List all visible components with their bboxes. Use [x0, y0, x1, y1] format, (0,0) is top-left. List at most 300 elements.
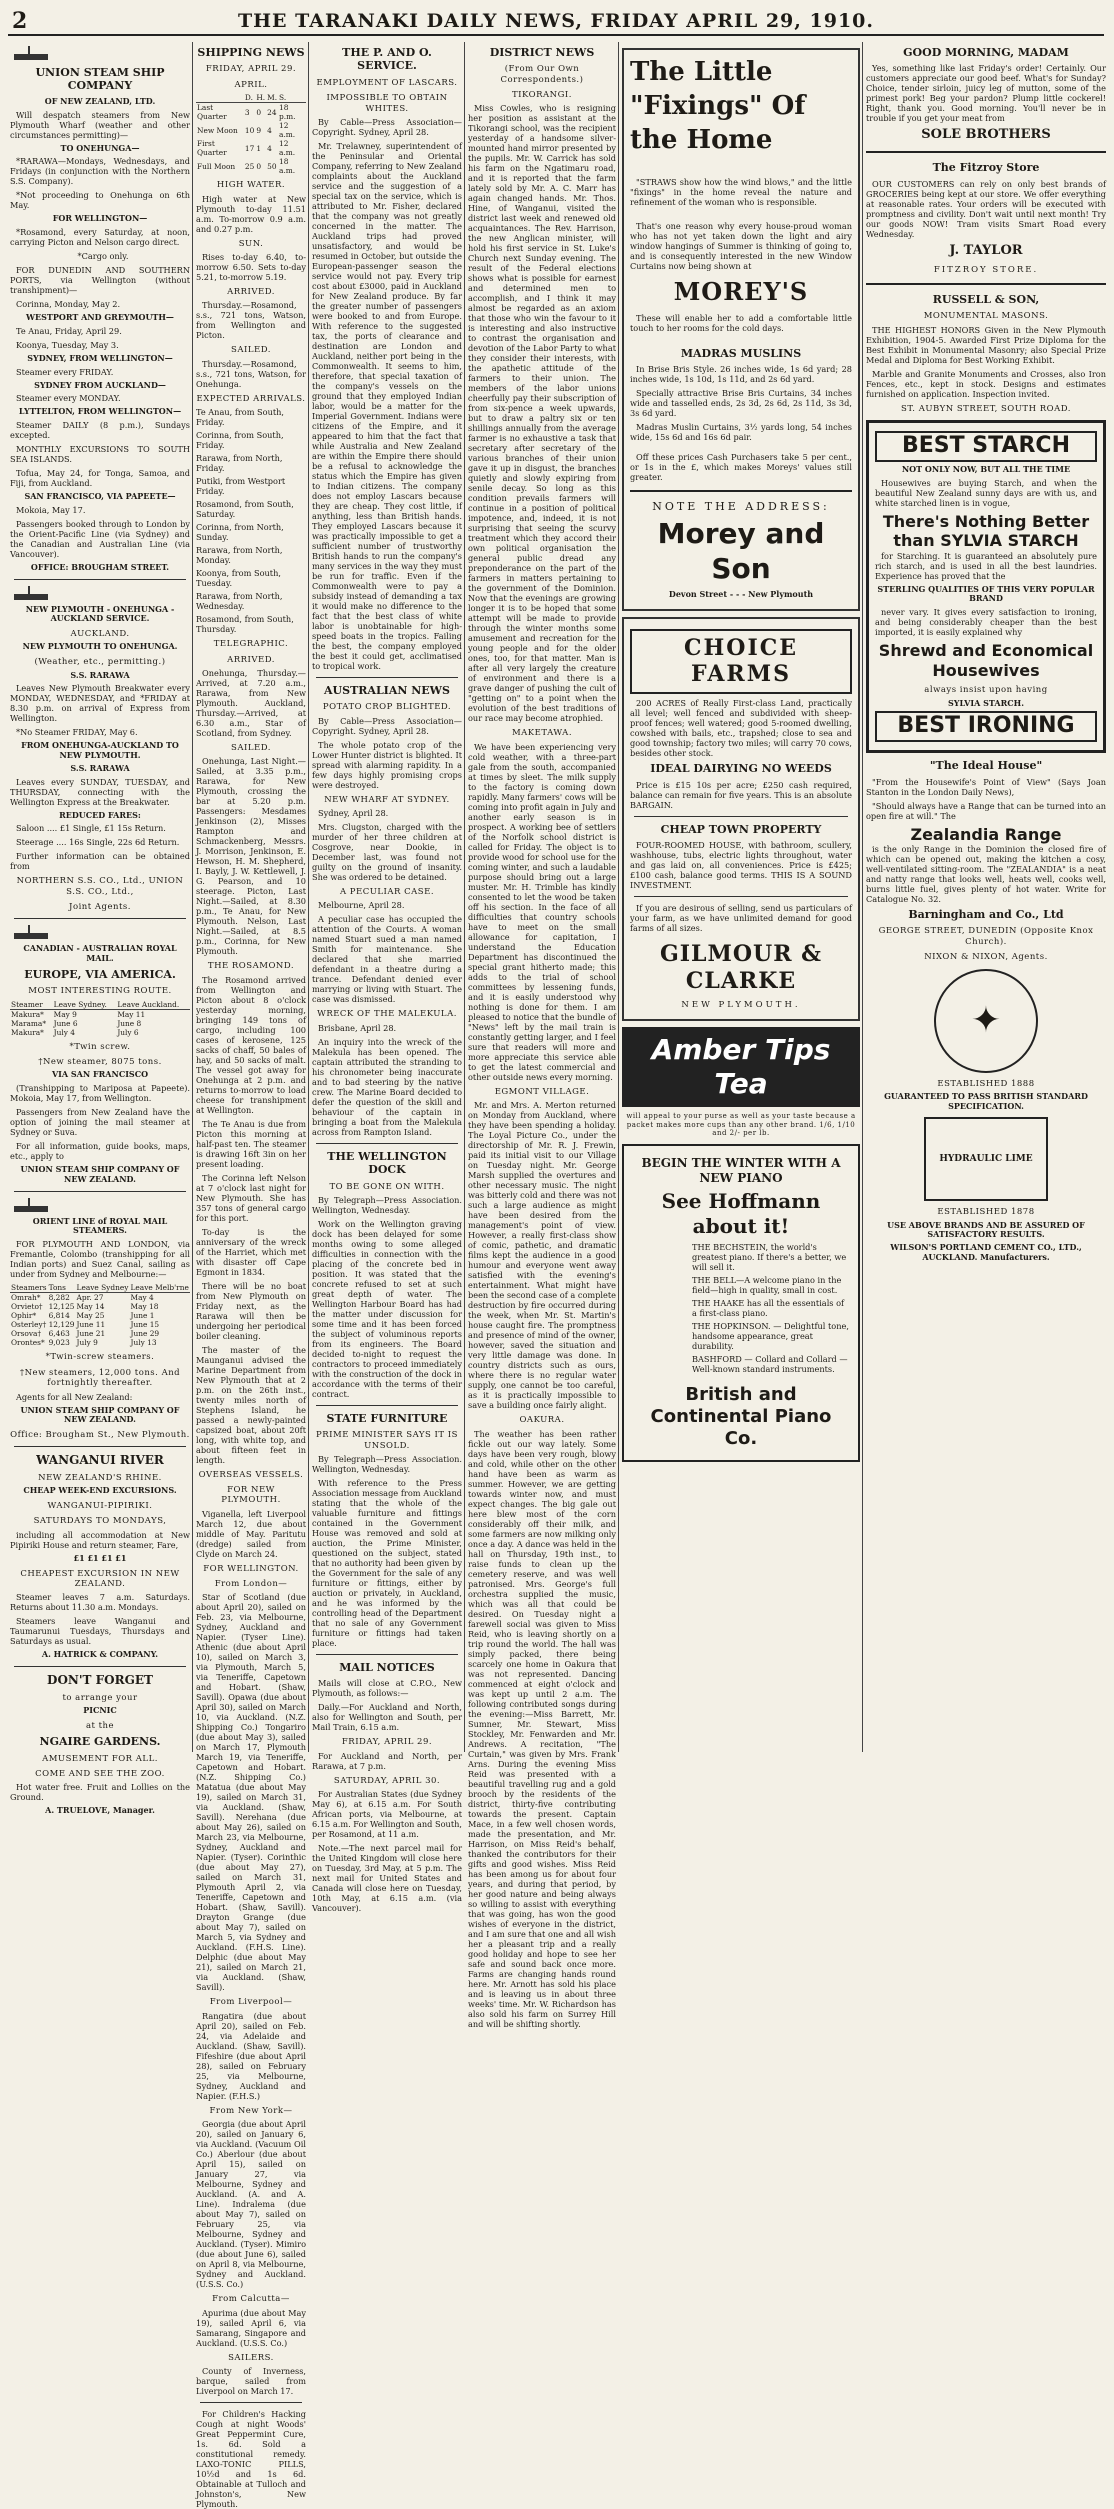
district-heading: MAKETAWA.: [511, 728, 573, 739]
table-cell: 12 a.m.: [279, 139, 296, 158]
divider: [316, 1654, 458, 1655]
table-row: [10, 1329, 190, 1338]
table-cell: 0: [256, 107, 262, 117]
article-body: The weather has been rather fickle out our way lately. Some days have been very rough, blowy and cold, while other on the other hand have been as warm as summer. However, we are getting towards winter now, and must expect changes. The big gale out here blew most of the corn considerably off their milk, and some farmers are now milking only once a day. A dance was held in the hall on Thursday, 19th inst., to raise funds to clean up the cemetery reserve, and was well patronised. Mrs. George's full orchestra supplied the music, which was all that could be desired. On Tuesday night a farewell social was given to Miss Reid, who is leaving shortly on a trip round the world. The hall was simply packed, there being scarcely one home in Oakura that was not represented. Dancing commenced at eight o'clock and was kept up until 2 a.m. The following contributed songs during the evening:—Miss Barrett, Mr. Sumner, Mr. Stewart, Miss Stockley, Mr. Fenwarden and Mr. Andrews. A recitation, "The Curtain," was given by Mrs. Frank Arns. During the evening Miss Reid was presented with a beautiful travelling rug and a gold brooch by the residents of the district, thirty-five contributing towards the present. Captain Mace, in a few well chosen words, made the presentation, and Mr. Harrison, on Miss Reid's behalf, thanked the contributors for their gifts and good wishes. Miss Reid has been among us for about four years, and during that period, by her good nature and being always so willing to assist with everything that was going, has won the good wishes of everyone in the district, and I am sure that one and all wish her a pleasant trip and a really good holiday and hope to see her safe and sound back once more. Farms are changing hands round here. Mr. Arnott has sold his place and is leaving us in about three weeks' time. Mr. W. Richardson has also sold his farm on Surrey Hill and will be shifting shortly.: [468, 1428, 616, 2029]
subheading: SUN.: [238, 238, 264, 249]
sailing-table: [10, 1000, 190, 1037]
list-item: Rarawa, from North, Wednesday.: [196, 591, 283, 612]
table-cell: New Moon: [197, 125, 238, 135]
list-item: Rarawa, from North, Monday.: [196, 545, 283, 566]
article-body: We have been experiencing very cold weather, with a three-part gale from the south, accompanied at times by sleet. The milk supply to the factory is coming down rapidly. Many farmers' cows will be coming into profit again in July and another early season is in prospect. A working bee of settlers of the Norfolk school district is called for Friday. The object is to provide wood for school use for the coming winter, and such a laudable purpose should bring out a large muster. Mr. H. Trimble has kindly consented to let the wood be taken off his section. In the face of all difficulties that country schools have to meet on the small allowance for capitation, I understand the Education Department has discontinued the special grant hitherto made; this adds to the trial of school committees by lessening funds, and it is easily understood why nothing is done for them. I am pleased to notice that the bundle of "News" left by the mail train is constantly getting larger, and I feel sure that readers will more and more appreciate this service able to get the latest commercial and other outside news every morning.: [468, 741, 616, 1082]
subheading: ARRIVED.: [227, 654, 275, 665]
subheading: TO BE GONE ON WITH.: [329, 1181, 445, 1192]
paragraph: MONTHLY EXCURSIONS TO SOUTH SEA ISLANDS.: [10, 444, 190, 465]
ad-slogan: There's Nothing Better than SYLVIA STARCH: [882, 511, 1090, 551]
ad-slogan: Shrewd and Economical Housewives: [878, 641, 1094, 680]
ad-heading: DON'T FORGET: [47, 1673, 153, 1688]
company-name: British and Continental Piano Co.: [650, 1383, 832, 1449]
paragraph: always insist upon having: [924, 685, 1048, 696]
table-cell: June 29: [130, 1329, 160, 1339]
sylvia-starch-ad: [866, 420, 1106, 753]
moon-phases-table: [196, 93, 306, 175]
ad-subheading: IDEAL DAIRYING NO WEEDS: [650, 762, 832, 776]
table-cell: 9,023: [48, 1338, 70, 1348]
ad-headline: RUSSELL & SON,: [932, 292, 1040, 306]
article-body: A peculiar case has occupied the attention of the Courts. A woman named Stuart sued a man named Smith for maintenance. She declared that she married defendant in a theatre during a trance. Defendant denied ever marrying or living with Stuart. The case was dismissed.: [312, 914, 462, 1005]
subheading: FRIDAY, APRIL 29.: [341, 1737, 433, 1748]
steamship-icon: [10, 586, 190, 602]
divider: [14, 1446, 186, 1447]
paragraph: Further information can be obtained from: [10, 851, 190, 872]
table-cell: 17: [244, 143, 255, 153]
subheading: POTATO CROP BLIGHTED.: [322, 702, 452, 713]
paragraph: (Transhipping to Mariposa at Papeete). Mokoia, May 17, from Wellington.: [10, 1083, 190, 1104]
brand-name: Zealandia Range: [910, 824, 1062, 844]
hoffmann-piano-ad: [622, 1144, 860, 1462]
table-cell: June 6: [53, 1018, 78, 1028]
piano-list: [632, 1242, 850, 1374]
expected-arrivals-list: [196, 407, 306, 634]
list-item: Koonya, from South, Tuesday.: [196, 568, 281, 589]
table-row: [196, 157, 306, 175]
paragraph: FOR DUNEDIN AND SOUTHERN PORTS, via Wellington (without transhipment)—: [10, 265, 190, 296]
ad-headline: Amber Tips Tea: [622, 1027, 860, 1107]
steamship-icon: [10, 46, 190, 62]
company-names: UNION STEAM SHIP COMPANY OF NEW ZEALAND.: [20, 1164, 180, 1184]
route-heading: TO ONEHUNGA—: [60, 142, 140, 153]
paragraph: Leaves every SUNDAY, TUESDAY, and THURSDAY, connecting with the Wellington Express at the Breakwater.: [10, 776, 190, 807]
ad-headline: CHOICE FARMS: [630, 629, 852, 695]
divider: [630, 490, 852, 492]
table-cell: May 9: [53, 1009, 77, 1019]
table-cell: Ophir*: [11, 1311, 37, 1321]
list-item: THE BECHSTEIN, the world's greatest piano. If there's a better, we will sell it.: [692, 1241, 847, 1272]
store-name: Morey and Son: [657, 517, 825, 585]
subheading: From Calcutta—: [212, 2294, 290, 2305]
subheading: From Liverpool—: [209, 1997, 293, 2008]
column-cable-news: [312, 42, 462, 1914]
table-cell: Orvieto†: [11, 1302, 43, 1312]
paragraph: to arrange your: [62, 1692, 138, 1703]
company-name: Barningham and Co., Ltd: [908, 908, 1064, 922]
table-cell: Orsova†: [11, 1329, 42, 1339]
union-company-ad: [10, 46, 190, 573]
ad-headline: The Fitzroy Store: [932, 161, 1040, 175]
table-cell: 50: [267, 161, 277, 171]
table-cell: 12,125: [48, 1302, 75, 1312]
store-address: FITZROY STORE.: [933, 264, 1039, 275]
subheading: From New York—: [209, 2105, 293, 2116]
paragraph: Steamer every FRIDAY.: [16, 366, 114, 377]
section-heading: THE P. AND O. SERVICE.: [342, 46, 432, 73]
route-heading: SAN FRANCISCO, VIA PAPEETE—: [24, 491, 176, 502]
table-cell: 18 a.m.: [279, 157, 296, 176]
table-cell: July 4: [53, 1027, 75, 1037]
sailing-table: [10, 1283, 190, 1347]
list-item: Putiki, from Westport Friday.: [196, 476, 286, 497]
paragraph: "Should always have a Range that can be turned into an open fire at will." The: [866, 800, 1106, 821]
dateline: Melbourne, April 28.: [318, 900, 405, 911]
divider: [200, 2402, 302, 2403]
paragraph: Tofua, May 24, for Tonga, Samoa, and Fiji, from Auckland.: [10, 468, 190, 489]
table-cell: July 6: [117, 1027, 139, 1037]
paragraph: If you are desirous of selling, send us particulars of your farm, as we have unlimited demand for good farms of all sizes.: [630, 903, 852, 933]
table-row: [196, 121, 306, 139]
table-cell: 6,814: [48, 1311, 70, 1321]
table-header: Leave Melb'rne: [130, 1283, 189, 1293]
table-cell: May 11: [117, 1009, 146, 1019]
table-cell: Omrah*: [11, 1293, 41, 1303]
table-cell: 0: [256, 161, 262, 171]
table-cell: 25: [244, 161, 255, 171]
paragraph: The master of the Maunganui advised the Marine Department from New Plymouth that at 2 p.m. on the 26th inst., twenty miles north of Stephens Island, he passed a newly-painted capsized boat, about 20ft long, with white top, and about fifteen feet in length.: [196, 1344, 306, 1465]
steamship-icon: [10, 925, 190, 941]
district-heading: OAKURA.: [519, 1415, 565, 1426]
column-rule: [192, 42, 193, 1752]
list-item: THE BELL—A welcome piano in the field—high in quality, small in cost.: [692, 1274, 842, 1295]
ad-heading: UNION STEAM SHIP COMPANY: [35, 66, 165, 93]
table-cell: 3: [244, 107, 250, 117]
table-row: [10, 1028, 190, 1037]
fare-line: Saloon .... £1 Single, £1 15s Return.: [16, 823, 166, 834]
paragraph: Te Anau, Friday, April 29.: [16, 325, 122, 336]
dateline: By Cable—Press Association—Copyright. Sydney, April 28.: [312, 715, 462, 736]
table-cell: June 8: [117, 1018, 142, 1028]
ad-subheading: USE ABOVE BRANDS AND BE ASSURED OF SATISFACTORY RESULTS.: [887, 1219, 1085, 1240]
paragraph: CHEAPEST EXCURSION IN NEW ZEALAND.: [20, 1568, 180, 1589]
list-item: Rosamond, from South, Saturday.: [196, 499, 294, 520]
russell-masons-ad: [866, 293, 1106, 414]
subheading: WRECK OF THE MALEKULA.: [317, 1009, 457, 1020]
subheading: THE ROSAMOND.: [207, 961, 295, 972]
table-row: [196, 103, 306, 122]
paragraph: at the: [85, 1720, 115, 1731]
paragraph: Daily.—For Auckland and North, also for Wellington and South, per Mail Train, 6.15 a.m.: [312, 1702, 462, 1733]
table-row: [10, 1320, 190, 1329]
ad-heading: CANADIAN - AUSTRALIAN ROYAL MAIL.: [23, 943, 177, 964]
paragraph: OUR CUSTOMERS can rely on only best brands of GROCERIES being kept at our store. We offer everything at reasonable rates. Your orders will be executed with promptness and civility. Don't wait until next month! Try our goods NOW! Tram visits Smart Road every Wednesday.: [866, 178, 1106, 239]
paragraph: Specially attractive Brise Bris Curtains, 34 inches wide and tasselled ends, 2s 3d, 2s 6d, 2s 11d, 3s 3d, 3s 6d yard.: [630, 388, 852, 419]
section-heading: DISTRICT NEWS: [489, 46, 595, 59]
route-heading: SYDNEY, FROM WELLINGTON—: [27, 352, 173, 363]
route-heading: CHEAP WEEK-END EXCURSIONS.: [23, 1485, 177, 1496]
ad-subheading: OF NEW ZEALAND, LTD.: [44, 95, 156, 106]
store-address: Devon Street - - - New Plymouth: [668, 588, 814, 599]
paragraph: These will enable her to add a comfortable little touch to her rooms for the cold days.: [630, 312, 852, 333]
store-address: GEORGE STREET, DUNEDIN (Opposite Knox Church).: [878, 926, 1094, 947]
footnote: *Twin-screw steamers.: [45, 1352, 155, 1363]
paragraph: *Rosamond, every Saturday, at noon, carrying Picton and Nelson cargo direct.: [10, 227, 190, 248]
ad-subheading: NEW ZEALAND'S RHINE.: [38, 1473, 162, 1483]
steamship-icon: [10, 1198, 190, 1214]
route-heading: VIA SAN FRANCISCO: [51, 1069, 149, 1080]
agents-line: NIXON & NIXON, Agents.: [924, 952, 1048, 963]
table-cell: 1: [256, 143, 262, 153]
table-header: Tons: [48, 1283, 76, 1293]
subheading: IMPOSSIBLE TO OBTAIN WHITES.: [326, 93, 448, 114]
company-names: A. HATRICK & COMPANY.: [41, 1649, 159, 1660]
paragraph: *Cargo only.: [77, 251, 129, 262]
masthead: [8, 6, 1104, 36]
table-cell: 4: [267, 125, 272, 135]
table-cell: Makura*: [11, 1009, 44, 1019]
table-cell: 9: [256, 125, 262, 135]
subheading: APRIL.: [234, 79, 268, 90]
paragraph: "From the Housewife's Point of View" (Says Joan Stanton in the London Daily News),: [866, 776, 1106, 797]
paragraph: Apurima (due about May 19), sailed April 6, via Samarang, Singapore and Auckland. (U.S.S. Co.): [196, 2307, 306, 2348]
route-heading: WANGANUI-PIPIRIKI.: [47, 1501, 153, 1512]
subheading: SATURDAY, APRIL 30.: [333, 1775, 441, 1786]
list-item: Rosamond, from South, Thursday.: [196, 614, 294, 635]
company-names: UNION STEAM SHIP COMPANY OF NEW ZEALAND.: [20, 1404, 180, 1425]
paragraph: (Weather, etc., permitting.): [34, 657, 166, 668]
list-item: Corinna, from South, Friday.: [196, 430, 284, 451]
paragraph: Note.—The next parcel mail for the United Kingdom will close here on Tuesday, 3rd May, at 5 p.m. The next mail for United States and Canada will close here on Tuesday, 10th May, at 6.15 a.m. (via Vancouver).: [312, 1843, 462, 1914]
paragraph: *RARAWA—Mondays, Wednesdays, and Fridays (in conjunction with the Northern S.S. Company).: [10, 156, 190, 187]
paragraph: For Auckland and North, per Rarawa, at 7 p.m.: [312, 1750, 462, 1771]
address-label: NOTE THE ADDRESS:: [652, 500, 830, 514]
ad-subheading: STERLING QUALITIES OF THIS VERY POPULAR BRAND: [877, 583, 1095, 604]
paragraph: Madras Muslin Curtains, 3½ yards long, 54 inches wide, 15s 6d and 16s 6d pair.: [630, 422, 852, 443]
section-heading: MAIL NOTICES: [339, 1661, 435, 1675]
ad-headline: BEST IRONING: [875, 711, 1097, 742]
route-heading: NEW PLYMOUTH TO ONEHUNGA.: [22, 641, 178, 652]
district-heading: TIKORANGI.: [512, 90, 572, 101]
article-body: Work on the Wellington graving dock has been delayed for some months owing to some alleged difficulties in connection with the placing of the concrete bed in position. It was stated that the concrete refused to set at such great depth of water. The Wellington Harbour Board has had the matter under discussion for some time and it has been forced the subject of voluminous reports from its engineers. The Board decided to-night to request the contractors to proceed immediately with the construction of the dock in accordance with the terms of their contract.: [312, 1218, 462, 1399]
subheading: (From Our Own Correspondents.): [500, 64, 584, 85]
article-body: An inquiry into the wreck of the Malekula has been opened. The captain attributed the stranding to his chronometer being inaccurate and to bad steering by the native crew. The Marine Board decided to defer the question of the skill and behaviour of the captain in bringing a boat from the Malekula across from Rampton Island.: [312, 1036, 462, 1137]
paragraph: Rises to-day 6.40, to-morrow 6.50. Sets to-day 5.21, to-morrow 5.19.: [196, 252, 306, 283]
ngaire-gardens-ad: [10, 1673, 190, 1816]
table-cell: Full Moon: [197, 161, 236, 171]
table-header: Leave Sydney: [76, 1283, 129, 1293]
column-rule: [464, 42, 465, 1752]
paragraph: "STRAWS show how the wind blows," and the little "fixings" in the home reveal the nature and refinement of the woman who is responsible.: [630, 177, 852, 208]
table-cell: May 14: [76, 1302, 105, 1312]
paragraph: The Te Anau is due from Picton this morning at half-past ten. The steamer is drawing 16ft 3in on her present loading.: [196, 1118, 306, 1169]
paragraph: ESTABLISHED 1878: [937, 1207, 1035, 1218]
article-body: Miss Cowles, who is resigning her position as assistant at the Tikorangi school, was the recipient yesterday of a handsome silver-mounted hand mirror presented by the pupils. Mr. W. Carrick has sold his farm on the Ngatimaru road, and it is reported that the farm lately sold by Mr. A. C. Marr has again changed hands. Mr. Thos. Hine, of Wanganui, visited the district last week and renewed old acquaintances. The Rev. Harrison, the new Anglican minister, will hold his first service in St. Luke's Church next Sunday evening. The result of the Federal elections shows what is possible for earnest and determined men to accomplish, and I think it may almost be regarded as an axiom that those who win the favour to it is interesting and also instructive to contrast the organisation and devotion of the Labor Party to what they consider their interests, with the apathetic attitude of the farmers to their union. The members of the labor unions cheerfully pay their subscription of from six-pence a week upwards, but to draw a paltry six or ten shillings annually from the average farmer is no exhaustive a task that secretary after secretary of the various branches of their union gave it up in disgust, the branches quietly and slowly expiring from senile decay. So long as this condition prevails farmers will continue in a position of political impotence, and, indeed, it is not surprising that seeing the scurvy treatment which they accord their own political organisation the general public dread any preponderance on the part of the farmers in matters pertaining to the government of the Dominion. Now that the evenings are growing longer it is to be hoped that some attempt will be made to provide through the winter months some amusement and recreation for the young people and for the older ones, too, for that matter. Man is after all very largely the creature of environment and there is a grave danger of pushing the cult of "getting on" to a point when the evolution of the best traditions of our race may become atrophied.: [468, 103, 616, 724]
table-cell: 6,463: [48, 1329, 70, 1339]
paragraph: Onehunga, Thursday.—Arrived, at 7.20 a.m., Rarawa, from New Plymouth. Auckland, Thursday.—Arrived, at 6.30 a.m., Star of Scotland, from Sydney.: [196, 667, 306, 738]
fare-line: Steerage .... 16s Single, 22s 6d Return.: [16, 837, 180, 848]
owner-line: A. TRUELOVE, Manager.: [45, 1805, 155, 1816]
divider: [866, 283, 1106, 285]
paragraph: Mails will close at C.P.O., New Plymouth, as follows:—: [312, 1678, 462, 1699]
dateline: By Cable—Press Association—Copyright. Sydney, April 28.: [312, 116, 462, 137]
paragraph: Housewives are buying Starch, and when the beautiful New Zealand sunny days are with us, and white starched linen is in vogue,: [875, 477, 1097, 508]
divider: [634, 896, 848, 897]
ad-subheading: MONUMENTAL MASONS.: [923, 311, 1049, 322]
agents-line: Joint Agents.: [69, 902, 131, 912]
paragraph: Price is £15 10s per acre; £250 cash required, balance can remain for five years. This is an absolute BARGAIN.: [630, 779, 852, 810]
footnote: †New steamer, 8075 tons.: [38, 1057, 162, 1068]
ad-heading: ORIENT LINE of ROYAL MAIL STEAMERS.: [32, 1215, 168, 1236]
subheading: FOR NEW PLYMOUTH.: [221, 1485, 281, 1506]
subheading: SAILERS.: [228, 2352, 274, 2363]
paragraph: Leaves New Plymouth Breakwater every MONDAY, WEDNESDAY, and *FRIDAY at 8.30 p.m. on arrival of Express from Wellington.: [10, 683, 190, 724]
ad-headline: BEST STARCH: [875, 431, 1097, 462]
paragraph: Off these prices Cash Purchasers take 5 per cent., or 1s in the £, which makes Moreys' values still greater.: [630, 452, 852, 483]
subheading: FOR WELLINGTON.: [203, 1563, 299, 1574]
paragraph: Rangatira (due about April 20), sailed on Feb. 24, via Adelaide and Auckland. (Shaw, Savill). Fifeshire (due about April 28), sailed on February 25, via Melbourne, Sydney, Auckland and Napier. (F.H.S.): [196, 2010, 306, 2101]
ad-subheading: EUROPE, VIA AMERICA.: [24, 967, 176, 981]
masthead-title: THE TARANAKI DAILY NEWS, FRIDAY APRIL 29, 1910.: [237, 10, 875, 32]
paragraph: *Not proceeding to Onehunga on 6th May.: [10, 190, 190, 211]
table-header: M.: [267, 93, 278, 103]
paragraph: THE HIGHEST HONORS Given in the New Plymouth Exhibition, 1904-5. Awarded First Prize Diploma for the Best Exhibit in Monumental Masonry; also Special Prize Medal and Diploma for Best Working Exhibit.: [866, 324, 1106, 365]
divider: [316, 677, 458, 678]
list-item: Te Anau, from South, Friday.: [196, 407, 285, 428]
table-cell: 12,129: [48, 1320, 75, 1330]
wanganui-river-ad: [10, 1453, 190, 1660]
divider: [316, 1405, 458, 1406]
paragraph: *No Steamer FRIDAY, May 6.: [16, 727, 138, 738]
paragraph: Yes, something like last Friday's order! Certainly. Our customers appreciate our good beef. What's for Sunday? Choice, tender sirloin, juicy leg of mutton, some of the primest pork! Beg your pardon? Plump little cockerel! Right, thank you. Good morning. You'll never be in trouble if you get your meat from: [866, 63, 1106, 124]
paragraph: for Starching. It is guaranteed an absolutely pure rich starch, and is used in all the best laundries. Experience has proved that the: [875, 550, 1097, 581]
table-cell: Marama*: [11, 1018, 47, 1028]
subheading: TELEGRAPHIC.: [213, 639, 289, 650]
table-cell: June 21: [76, 1329, 106, 1339]
company-names: NORTHERN S.S. CO., Ltd., UNION S.S. CO., Ltd.,: [16, 876, 184, 897]
morey-curtains-ad: [622, 48, 860, 611]
store-name: MOREY'S: [673, 277, 809, 307]
table-cell: June 1: [130, 1311, 155, 1321]
section-heading: AUSTRALIAN NEWS: [324, 683, 450, 697]
table-cell: 8,282: [48, 1293, 70, 1303]
table-row: [196, 139, 306, 157]
agent-location: NEW PLYMOUTH.: [681, 999, 801, 1010]
paragraph: FOR PLYMOUTH AND LONDON, via Fremantle, Colombo (transhipping for all Indian ports) and Suez Canal, sailing as under from Sydney and Melbourne:—: [10, 1239, 190, 1280]
table-row: [10, 1302, 190, 1311]
fares-heading: REDUCED FARES:: [59, 809, 141, 820]
product-heading: MADRAS MUSLINS: [680, 346, 802, 360]
subheading: ARRIVED.: [227, 287, 275, 298]
store-address: ST. AUBYN STREET, SOUTH ROAD.: [901, 403, 1071, 414]
paragraph: Marble and Granite Monuments and Crosses, also Iron Fences, etc., kept in stock. Designs and estimates furnished on application. Inspection invited.: [866, 368, 1106, 399]
paragraph: High water at New Plymouth to-day 11.51 a.m. To-morrow 0.9 a.m. and 0.27 p.m.: [196, 193, 306, 234]
paragraph: The Rosamond arrived from Wellington and Picton about 8 o'clock yesterday morning, bringing 149 tons of cargo, including 100 cases of kerosene, 125 sacks of chaff, 50 bales of hay, and 50 sacks of malt. The vessel got away for Onehunga at 2 p.m. and returns to-morrow to load cheese for transhipment at Wellington.: [196, 974, 306, 1115]
table-header: S.: [278, 93, 306, 103]
ad-subheading: NOT ONLY NOW, BUT ALL THE TIME: [901, 463, 1071, 474]
sole-brothers-ad: [866, 46, 1106, 143]
paragraph: County of Inverness, barque, sailed from Liverpool on March 17.: [196, 2365, 306, 2396]
dateline: Brisbane, April 28.: [318, 1022, 397, 1033]
paragraph: Koonya, Tuesday, May 3.: [16, 339, 119, 350]
dateline: By Telegraph—Press Association. Wellington, Wednesday.: [312, 1454, 462, 1475]
table-cell: May 25: [76, 1311, 105, 1321]
paragraph: Hot water free. Fruit and Lollies on the Ground.: [10, 1782, 190, 1803]
route-heading: SYDNEY FROM AUCKLAND—: [34, 379, 166, 390]
route-heading: FOR WELLINGTON—: [52, 213, 148, 224]
paragraph: In Brise Bris Style. 26 inches wide, 1s 6d yard; 28 inches wide, 1s 10d, 1s 11d, and 2s 6d yard.: [630, 364, 852, 385]
ship-name: S.S. RARAWA: [70, 669, 130, 680]
paragraph: For Australian States (due Sydney May 6), at 6.15 a.m. For South African ports, via Melbourne, at 6.15 a.m. For Wellington and South, per Rosamond, at 11 a.m.: [312, 1789, 462, 1840]
ad-subheading: AUCKLAND.: [70, 629, 130, 640]
paragraph: Corinna, Monday, May 2.: [16, 299, 121, 310]
paragraph: Star of Scotland (due about April 20), sailed on Feb. 23, via Melbourne, Sydney, Auckland and Napier. (Tyser Line). Athenic (due about April 10), sailed on March 3, via Plymouth, March 5, via Teneriffe, Capetown and Hobart. (Shaw, Savill). Opawa (due about April 30), sailed on March 10, via Auckland. (N.Z. Shipping Co.) Tongariro (due about May 3), sailed on March 17, Plymouth March 19, via Teneriffe, Capetown and Hobart. (N.Z. Shipping Co.) Matatua (due about May 19), sailed on March 31, via Auckland. (Shaw, Savill). Nerehana (due about May 26), sailed on March 23, via Melbourne, Sydney, Auckland and Napier. (Tyser). Corinthic (due about May 27), sailed on March 31, Plymouth April 2, via Teneriffe, Capetown and Hobart. (Shaw, Savill). Drayton Grange (due about May 7), sailed on March 5, via Sydney and Auckland. (F.H.S. Line). Delphic (due about May 21), sailed on March 21, via Auckland. (Shaw, Savill).: [196, 1592, 306, 1993]
paragraph: Passengers from New Zealand have the option of joining the mail steamer at Sydney or Suva.: [10, 1107, 190, 1138]
subheading: OVERSEAS VESSELS.: [198, 1469, 304, 1480]
table-cell: Apr. 27: [76, 1293, 104, 1303]
orient-line-ad: [10, 1198, 190, 1441]
route-heading: MOST INTERESTING ROUTE.: [28, 986, 172, 997]
ad-headline: The Little "Fixings" Of the Home: [630, 57, 806, 155]
star-brand-icon: ✦: [934, 969, 1038, 1073]
route-heading: SATURDAYS TO MONDAYS,: [33, 1516, 167, 1527]
subheading: EMPLOYMENT OF LASCARS.: [316, 77, 458, 88]
article-body: Mr. Trelawney, superintendent of the Peninsular and Oriental Company, referring to New Zealand complaints about the Auckland service and the suggestion of a special tax on the service, which is attributed to Mr. Fisher, declared that the company was not greatly concerned in the matter. The Auckland trips had proved unsatisfactory, and would be resumed in October, but outside the European-passenger season the service would not pay. Every trip cost about £3000, paid in Auckland for New Zealand produce. By far the greater number of passengers were booked to and from Europe. With reference to the suggested tax, the ports of clearance and destination are London and Auckland, neither port being in the Commonwealth. It seems to him, therefore, that special taxation of the company's vessels on the ground that they employed Indian labor, would be a matter for the Imperial Government. Indians were citizens of the Empire, and it appeared to him that the fact that while Australia and New Zealand are within the Empire there should be a refusal to acknowledge the status which the Empire has given to Indian citizens. The company does not employ Lascars because they are cheap. They cost little, if anything, less than British hands. They employed Lascars because it was practically impossible to get a sufficient number of trustworthy British hands to run the company's many services in the way they must be run for traffic. Even if the Commonwealth were to pay a subsidy instead of demanding a tax it would make no difference to the fact that the best class of white labor is unobtainable for high-speed boats in the tropics. Failing the best, the company employed the best it could get, acclimatised to tropical work.: [312, 140, 462, 671]
table-cell: Osterley†: [11, 1320, 47, 1330]
paragraph: including all accommodation at New Pipiriki House and return steamer, Fare,: [10, 1529, 190, 1550]
footnote: †New steamers, 12,000 tons. And fortnightly thereafter.: [19, 1367, 181, 1389]
paragraph: FOUR-ROOMED HOUSE, with bathroom, scullery, washhouse, tubs, electric lights throughout, water and gas laid on, all conveniences. Price is £425; £100 cash, balance good terms. THIS IS A SOUND INVESTMENT.: [630, 840, 852, 890]
paragraph: For Children's Hacking Cough at night Woods' Great Peppermint Cure, 1s. 6d. Sold a constitutional remedy. LAXO-TONIC PILLS, 10½d and 1s 6d. Obtainable at Tulloch and Johnston's, New Plymouth.: [196, 2408, 306, 2509]
office-address: OFFICE: BROUGHAM STREET.: [30, 561, 170, 572]
table-cell: June 11: [76, 1320, 106, 1330]
subheading: SAILED.: [231, 742, 271, 753]
table-row: [10, 1311, 190, 1320]
section-heading: STATE FURNITURE: [326, 1411, 448, 1425]
paragraph: ESTABLISHED 1888: [937, 1078, 1035, 1089]
table-header: Leave Auckland.: [116, 1000, 190, 1010]
table-header: Leave Sydney.: [53, 1000, 117, 1010]
route-heading: WESTPORT AND GREYMOUTH—: [26, 312, 174, 323]
paragraph: The Corinna left Nelson at 7 o'clock last night for New Plymouth. She has 357 tons of general cargo for this port.: [196, 1172, 306, 1223]
table-cell: Last Quarter: [197, 103, 227, 122]
divider: [634, 816, 848, 817]
article-body: With reference to the Press Association message from Auckland stating that the whole of the valuable furniture and fittings contained in the Government House was removed and sold at auction, the Prime Minister, questioned on the subject, stated that no authority had been given by the Government for the sale of any furniture or fittings, either by auction or privately, in Auckland, and he was informed by the controlling head of the Department that no sale of any Government furniture or fittings had taken place.: [312, 1478, 462, 1649]
dateline: By Telegraph—Press Association. Wellington, Wednesday.: [312, 1194, 462, 1215]
article-body: Mrs. Clugston, charged with the murder of her three children at Cosgrove, near Dookie, in December last, was found not guilty on the ground of insanity. She was ordered to be detained.: [312, 822, 462, 883]
paragraph: is the only Range in the Dominion the closed fire of which can be opened out, making the kitchen a cosy, well-ventilated sitting-room. The "ZEALANDIA" is a neat and natty range that looks well, heats well, cooks well, burns little fuel, gives plenty of hot water. Write for Catalogue No. 32.: [866, 844, 1106, 905]
fitzroy-store-ad: [866, 161, 1106, 275]
page-number: 2: [12, 8, 28, 34]
paragraph: COME AND SEE THE ZOO.: [35, 1768, 165, 1779]
agent-name: GILMOUR & CLARKE: [659, 941, 823, 994]
paragraph: Steamer DAILY (8 p.m.), Sundays excepted.: [10, 420, 190, 441]
list-item: THE HAAKE has all the essentials of a first-class piano.: [692, 1297, 845, 1318]
table-row: [10, 1338, 190, 1347]
ad-headline: "The Ideal House": [929, 759, 1043, 773]
paragraph: Viganella, left Liverpool March 12, due about middle of May. Paritutu (dredge) sailed from Clyde on March 24.: [196, 1508, 306, 1559]
table-cell: 12 a.m.: [279, 121, 296, 140]
paragraph: There will be no boat from New Plymouth on Friday next, as the Rarawa will then be undergoing her periodical boiler cleaning.: [196, 1280, 306, 1341]
table-cell: 18 p.m.: [279, 103, 296, 122]
table-cell: First Quarter: [197, 139, 227, 158]
paragraph: To-day is the anniversary of the wreck of the Harriet, which met with disaster off Cape Egmont in 1834.: [196, 1226, 306, 1277]
list-item: Rarawa, from North, Friday.: [196, 453, 283, 474]
table-cell: Makura*: [11, 1027, 44, 1037]
dateline: Sydney, April 28.: [318, 808, 389, 819]
table-header: Steamer: [10, 1000, 53, 1010]
ad-headline: See Hoffmann about it!: [661, 1189, 821, 1238]
canadian-australian-ad: [10, 925, 190, 1184]
ad-heading: WANGANUI RIVER: [36, 1453, 164, 1468]
divider: [14, 1666, 186, 1667]
paragraph: Agents for all New Zealand:: [16, 1391, 133, 1402]
table-cell: July 13: [130, 1338, 157, 1348]
route-heading: LYTTELTON, FROM WELLINGTON—: [18, 406, 182, 417]
table-cell: 4: [267, 143, 272, 153]
subheading: NEW WHARF AT SYDNEY.: [324, 794, 450, 805]
list-item: Corinna, from North, Sunday.: [196, 522, 284, 543]
subheading: From London—: [214, 1579, 288, 1590]
amber-tips-ad: [622, 1027, 860, 1138]
subheading: A PECULIAR CASE.: [339, 887, 435, 898]
paragraph: Onehunga, Last Night.—Sailed, at 3.35 p.m., Rarawa, for New Plymouth, crossing the bar at 5.20 p.m. Passengers: Mesdames Jenkinson (2), Misses Rampton and Schmackenberg, Messrs. J. Morrison, Jenkinson, E. Hewson, H. M. Shepherd, I. Bayly, J. W. Kettlewell, J. G. Pearson, and 10 steerage. Picton, Last Night.—Sailed, at 8.30 p.m., Te Anau, for New Plymouth. Nelson, Last Night.—Sailed, at 8.5 p.m., Corinna, for New Plymouth.: [196, 756, 306, 957]
table-header: H.: [256, 93, 266, 103]
